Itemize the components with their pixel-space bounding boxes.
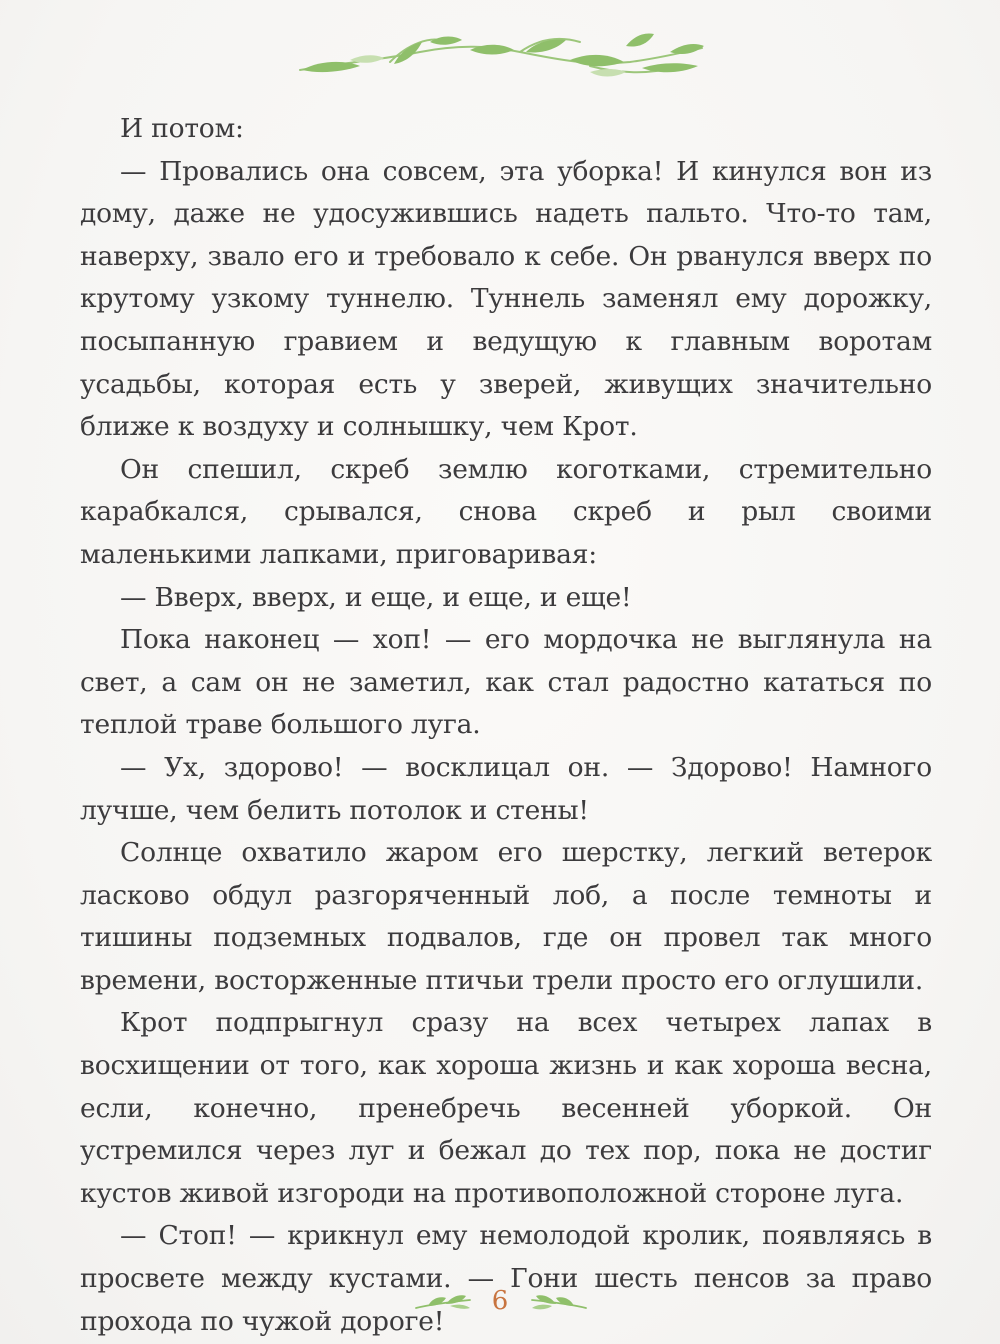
paragraph: Он спешил, скреб землю коготками, стремительно карабкался, срывался, снова скреб и рыл своими маленькими лапками, приговаривая: xyxy=(80,453,932,570)
paragraph: — Стоп! — крикнул ему немолодой кролик, появляясь в просвете между кустами. — Гони шесть пенсов за право прохода по чужой дороге! xyxy=(80,1220,932,1337)
paragraph: И потом: xyxy=(120,113,244,144)
paragraph: Солнце охватило жаром его шерстку, легкий ветерок ласково обдул разгоряченный лоб, а после темноты и тишины подземных подвалов, где он провел так много времени, восторженные птичьи трели просто его оглушили. xyxy=(80,837,932,996)
leaf-sprig-right-icon xyxy=(528,1290,588,1316)
vine-ornament-icon xyxy=(290,22,710,92)
leaf-sprig-left-icon xyxy=(414,1290,474,1316)
body-text xyxy=(80,108,932,1343)
paragraph: Пока наконец — хоп! — его мордочка не выглянула на свет, а сам он не заметил, как стал радостно кататься по теплой траве большого луга. xyxy=(80,624,932,741)
paragraph: — Провались она совсем, эта уборка! И кинулся вон из дому, даже не удосужившись надеть пальто. Что-то там, наверху, звало его и требовало к себе. Он рванулся вверх по крутому узкому туннелю. Туннель заменял ему дорожку, посыпанную гравием и ведущую к главным воротам усадьбы, которая есть у зверей, живущих значительно ближе к воздуху и солнышку, чем Крот. xyxy=(80,155,932,443)
paragraph: — Вверх, вверх, и еще, и еще, и еще! xyxy=(120,581,632,613)
paragraph: Крот подпрыгнул сразу на всех четырех лапах в восхищении от того, как хороша жизнь и как хороша весна, если, конечно, пренебречь весенней уборкой. Он устремился через луг и бежал до тех пор, пока не достиг кустов живой изгороди на противоположной стороне луга. xyxy=(80,1007,932,1209)
page-number: 6 xyxy=(491,1286,509,1316)
page-footer xyxy=(0,1284,1000,1324)
paragraph: — Ух, здорово! — восклицал он. — Здорово! Намного лучше, чем белить потолок и стены! xyxy=(80,751,932,826)
